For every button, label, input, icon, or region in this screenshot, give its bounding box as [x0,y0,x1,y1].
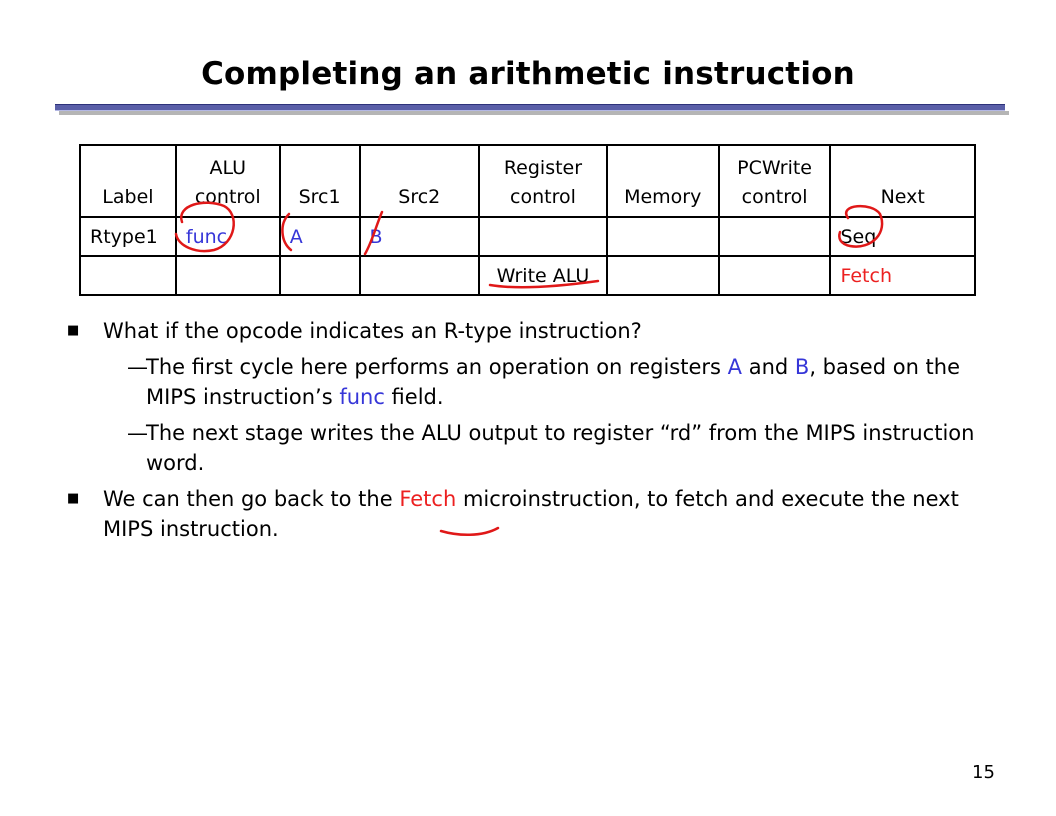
slide-title: Completing an arithmetic instruction [201,56,855,92]
table-cell [280,256,360,295]
table-cell: func [176,217,280,256]
table-cell: Fetch [830,256,975,295]
bullet-item: ■ What if the opcode indicates an R-type instruction? [63,316,998,346]
header-next: Next [830,145,975,217]
square-bullet-icon: ■ [67,491,80,506]
header-register-control: Register control [479,145,607,217]
table-cell: A [280,217,360,256]
dash-bullet-icon: — [127,355,148,379]
header-src1: Src1 [280,145,360,217]
title-rule [55,104,1005,111]
dash-bullet-icon: — [127,421,148,445]
table-cell: Write ALU [479,256,607,295]
header-alu-control: ALU control [176,145,280,217]
table-cell [719,256,831,295]
table-cell: Rtype1 [80,217,176,256]
table-cell [607,217,719,256]
register-b-ref: B [794,355,810,379]
table-cell [479,217,607,256]
func-ref: func [339,385,385,409]
table-cell [176,256,280,295]
table-cell [607,256,719,295]
bullet-item: ■ We can then go back to the Fetch microinstruction, to fetch and execute the next MIPS instruction. [63,484,998,544]
header-pcwrite-control: PCWrite control [719,145,831,217]
header-memory: Memory [607,145,719,217]
title-rule-shadow [59,111,1009,115]
table-cell [360,256,480,295]
header-src2: Src2 [360,145,480,217]
header-label: Label [80,145,176,217]
microinstruction-table [79,144,976,296]
sub-bullet-item: — The next stage writes the ALU output to register “rd” from the MIPS instruction word. [63,418,998,478]
table-cell: Seq [830,217,975,256]
table-cell: B [360,217,480,256]
table-header-row [80,145,975,217]
square-bullet-icon: ■ [67,323,80,338]
table-cell [719,217,831,256]
fetch-ref: Fetch [399,487,457,511]
table-row [80,256,975,295]
page-number: 15 [972,762,995,783]
sub-bullet-item: — The first cycle here performs an operation on registers A and B, based on the MIPS instruction’s func field. [63,352,998,412]
table-cell [80,256,176,295]
bullet-list [63,316,998,550]
table-row [80,217,975,256]
register-a-ref: A [727,355,743,379]
